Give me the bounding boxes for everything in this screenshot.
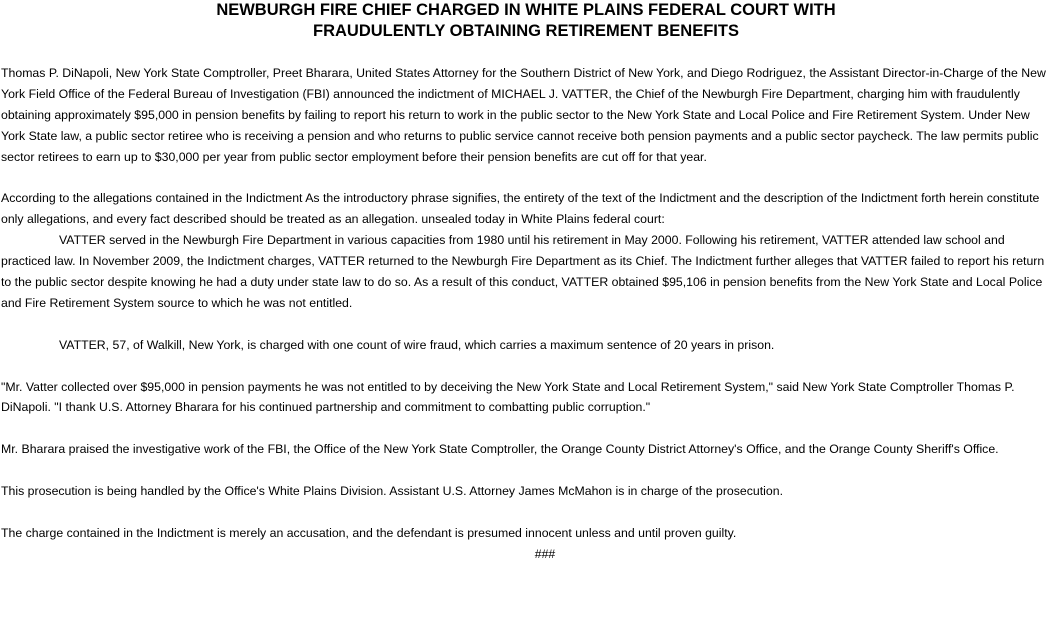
spacer bbox=[1, 418, 1051, 439]
service-paragraph: VATTER served in the Newburgh Fire Department in various capacities from 1980 until his retirement in May 2000. Following his retirement, VATTER attended law school and practiced law. In November 2009, the Indictment charges, VATTER returned to the Newburgh Fire Department as its Chief. The Indictment further alleges that VATTER failed to report his return to the public sector despite knowing he had a duty under state law to do so. As a result of this conduct, VATTER obtained $95,106 in pension benefits from the New York State and Local Police and Fire Retirement System source to which he was not entitled. bbox=[1, 233, 1045, 310]
spacer bbox=[1, 460, 1051, 481]
press-release-body bbox=[1, 63, 1051, 565]
spacer bbox=[1, 42, 1051, 63]
allegations-paragraph: According to the allegations contained in the Indictment As the introductory phrase signifies, the entirety of the text of the Indictment and the description of the Indictment forth herein constitute only allegations, and every fact described should be treated as an allegation. unsealed today in White Plains federal court: bbox=[1, 191, 1040, 227]
quote-paragraph: "Mr. Vatter collected over $95,000 in pension payments he was not entitled to by deceiving the New York State and Local Retirement System," said New York State Comptroller Thomas P. DiNapoli. "I thank U.S. Attorney Bharara for his continued partnership and commitment to combatting public corruption." bbox=[1, 379, 1015, 415]
title-line-1: NEWBURGH FIRE CHIEF CHARGED IN WHITE PLAINS FEDERAL COURT WITH bbox=[216, 1, 836, 19]
disclaimer-paragraph: The charge contained in the Indictment is merely an accusation, and the defendant is presumed innocent unless and until proven guilty. bbox=[1, 525, 737, 540]
spacer bbox=[1, 356, 1051, 377]
spacer bbox=[1, 502, 1051, 523]
title-line-2: FRAUDULENTLY OBTAINING RETIREMENT BENEFITS bbox=[313, 22, 739, 40]
press-release-title bbox=[1, 0, 1051, 42]
intro-paragraph: Thomas P. DiNapoli, New York State Comptroller, Preet Bharara, United States Attorney for the Southern District of New York, and Diego Rodriguez, the Assistant Director-in-Charge of the New York Field Office of the Federal Bureau of Investigation (FBI) announced the indictment of MICHAEL J. VATTER, the Chief of the Newburgh Fire Department, charging him with fraudulently obtaining approximately $95,000 in pension benefits by failing to report his return to work in the public sector to the New York State and Local Police and Fire Retirement System. Under New York State law, a public sector retiree who is receiving a pension and who returns to public service cannot receive both pension payments and a public sector paycheck. The law permits public sector retirees to earn up to $30,000 per year from public sector employment before their pension benefits are cut off for that year. bbox=[1, 66, 1046, 164]
spacer bbox=[1, 314, 1051, 335]
praise-paragraph: Mr. Bharara praised the investigative work of the FBI, the Office of the New York State Comptroller, the Orange County District Attorney's Office, and the Orange County Sheriff's Office. bbox=[1, 442, 999, 457]
end-mark: ### bbox=[534, 546, 556, 561]
prosecution-paragraph: This prosecution is being handled by the Office's White Plains Division. Assistant U.S. Attorney James McMahon is in charge of the prosecution. bbox=[1, 484, 783, 499]
spacer bbox=[1, 168, 1051, 189]
charge-paragraph: VATTER, 57, of Walkill, New York, is charged with one count of wire fraud, which carries a maximum sentence of 20 years in prison. bbox=[59, 337, 775, 352]
